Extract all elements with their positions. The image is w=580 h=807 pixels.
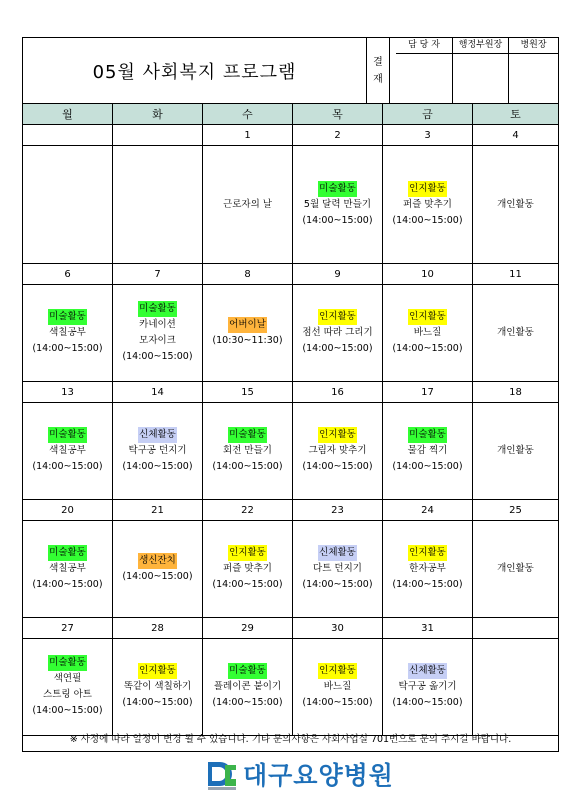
signature-box-deputy-director — [452, 38, 508, 103]
date-number-row — [22, 618, 559, 639]
activity-detail-text: (14:00~15:00) — [302, 214, 373, 226]
activity-detail-text: (14:00~15:00) — [122, 571, 193, 582]
activity-detail-text: (14:00~15:00) — [212, 579, 283, 590]
activity-category-badge: 생신잔치 — [138, 553, 177, 569]
program-row — [22, 521, 559, 618]
day-cell-sat — [473, 521, 559, 618]
activity-category-badge: 미술활동 — [228, 427, 267, 443]
day-cell-fri — [383, 521, 473, 618]
day-cell-thu — [293, 639, 383, 736]
activity-category-badge: 인지활동 — [318, 427, 357, 443]
activity-category-badge: 미술활동 — [408, 427, 447, 443]
day-cell-sat — [473, 146, 559, 264]
activity-detail-text: 탁구공 던지기 — [128, 445, 187, 456]
activity-category-badge: 미술활동 — [48, 545, 87, 561]
activity-detail-text: 그림자 맞추기 — [308, 445, 367, 456]
activity-detail-text: (14:00~15:00) — [212, 461, 283, 472]
activity-detail-text: 다트 던지기 — [313, 563, 362, 574]
date-number-thu: 9 — [293, 264, 383, 285]
date-number-wed: 1 — [203, 125, 293, 146]
day-cell-thu — [293, 146, 383, 264]
activity-category-badge: 인지활동 — [408, 181, 447, 197]
date-number-sat: 18 — [473, 382, 559, 403]
activity-detail-text: 색칠공부 — [49, 445, 86, 456]
activity-detail-text: 개인활동 — [497, 445, 534, 456]
day-cell-thu — [293, 521, 383, 618]
weekday-wed: 수 — [203, 104, 293, 125]
activity-detail-text: 카네이션 — [139, 319, 176, 330]
activity-category-badge: 미술활동 — [48, 309, 87, 325]
date-number-tue — [113, 125, 203, 146]
day-cell-wed — [203, 403, 293, 500]
activity-detail-text: (14:00~15:00) — [392, 214, 463, 226]
activity-detail-text: 한자공부 — [409, 563, 446, 574]
date-number-sat: 11 — [473, 264, 559, 285]
activity-detail-text: 회전 만들기 — [223, 445, 272, 456]
approval-label-top: 결 — [373, 56, 383, 68]
activity-category-badge: 인지활동 — [408, 309, 447, 325]
activity-detail-text: 근로자의 날 — [223, 198, 272, 210]
activity-detail-text: 플레이콘 붙이기 — [213, 681, 282, 692]
day-cell-sat — [473, 285, 559, 382]
activity-category-badge: 신체활동 — [318, 545, 357, 561]
activity-detail-text: (10:30~11:30) — [212, 335, 283, 346]
date-number-thu: 2 — [293, 125, 383, 146]
day-cell-tue — [113, 146, 203, 264]
calendar-weeks — [22, 125, 559, 736]
date-number-mon: 6 — [22, 264, 113, 285]
notice-text: ※ 사정에 따라 일정이 변경 될 수 있습니다. 기타 문의사항은 사회사업실 701번으로 문의 주시길 바랍니다. — [22, 724, 559, 752]
day-cell-mon — [22, 639, 113, 736]
date-number-mon: 13 — [22, 382, 113, 403]
day-cell-fri — [383, 285, 473, 382]
date-number-fri: 3 — [383, 125, 473, 146]
date-number-wed: 29 — [203, 618, 293, 639]
program-row — [22, 146, 559, 264]
day-cell-wed — [203, 639, 293, 736]
date-number-mon — [22, 125, 113, 146]
approval-label — [366, 38, 390, 103]
date-number-thu: 30 — [293, 618, 383, 639]
date-number-row — [22, 125, 559, 146]
activity-detail-text: 색연필 — [53, 673, 82, 684]
signature-role: 담 당 자 — [396, 38, 452, 54]
activity-detail-text: (14:00~15:00) — [392, 343, 463, 354]
activity-detail-text: 색칠공부 — [49, 563, 86, 574]
date-number-mon: 27 — [22, 618, 113, 639]
day-cell-tue — [113, 285, 203, 382]
date-number-wed: 15 — [203, 382, 293, 403]
day-cell-fri — [383, 639, 473, 736]
activity-detail-text: (14:00~15:00) — [302, 461, 373, 472]
activity-detail-text: (14:00~15:00) — [122, 697, 193, 708]
date-number-tue: 21 — [113, 500, 203, 521]
day-cell-mon — [22, 285, 113, 382]
date-number-thu: 16 — [293, 382, 383, 403]
activity-detail-text: (14:00~15:00) — [392, 697, 463, 708]
day-cell-thu — [293, 403, 383, 500]
activity-detail-text: (14:00~15:00) — [392, 461, 463, 472]
activity-detail-text: 퍼즐 맞추기 — [403, 198, 452, 210]
day-cell-mon — [22, 146, 113, 264]
day-cell-mon — [22, 521, 113, 618]
weekday-thu: 목 — [293, 104, 383, 125]
date-number-row — [22, 500, 559, 521]
activity-detail-text: (14:00~15:00) — [302, 343, 373, 354]
program-row — [22, 403, 559, 500]
signature-box-manager — [396, 38, 452, 103]
day-cell-tue — [113, 639, 203, 736]
day-cell-thu — [293, 285, 383, 382]
hospital-logo — [205, 756, 394, 792]
date-number-fri: 24 — [383, 500, 473, 521]
activity-category-badge: 어버이날 — [228, 317, 267, 333]
date-number-sat — [473, 618, 559, 639]
activity-detail-text: 개인활동 — [497, 563, 534, 574]
day-cell-sat — [473, 639, 559, 736]
day-cell-mon — [22, 403, 113, 500]
day-cell-wed — [203, 521, 293, 618]
activity-category-badge: 미술활동 — [48, 655, 87, 671]
date-number-tue: 14 — [113, 382, 203, 403]
day-cell-tue — [113, 521, 203, 618]
date-number-tue: 28 — [113, 618, 203, 639]
activity-detail-text: 개인활동 — [497, 327, 534, 338]
date-number-fri: 31 — [383, 618, 473, 639]
activity-category-badge: 인지활동 — [318, 663, 357, 679]
date-number-wed: 22 — [203, 500, 293, 521]
activity-detail-text: 스트링 아트 — [43, 689, 92, 700]
activity-detail-text: 물감 찍기 — [407, 445, 448, 456]
date-number-fri: 10 — [383, 264, 473, 285]
activity-detail-text: 탁구공 옮기기 — [398, 681, 457, 692]
date-number-row — [22, 264, 559, 285]
day-cell-wed — [203, 146, 293, 264]
activity-detail-text: (14:00~15:00) — [212, 697, 283, 708]
weekday-tue: 화 — [113, 104, 203, 125]
activity-detail-text: (14:00~15:00) — [122, 351, 193, 362]
date-number-sat: 4 — [473, 125, 559, 146]
activity-detail-text: 모자이크 — [139, 335, 176, 346]
approval-label-bottom: 재 — [373, 73, 383, 85]
activity-detail-text: 똑같이 색칠하기 — [123, 681, 192, 692]
activity-category-badge: 신체활동 — [408, 663, 447, 679]
day-cell-tue — [113, 403, 203, 500]
program-row — [22, 639, 559, 736]
day-cell-wed — [203, 285, 293, 382]
activity-detail-text: (14:00~15:00) — [32, 461, 103, 472]
activity-detail-text: 색칠공부 — [49, 327, 86, 338]
weekday-fri: 금 — [383, 104, 473, 125]
day-cell-sat — [473, 403, 559, 500]
activity-detail-text: (14:00~15:00) — [302, 697, 373, 708]
activity-category-badge: 미술활동 — [318, 181, 357, 197]
weekday-sat: 토 — [473, 104, 559, 125]
activity-detail-text: (14:00~15:00) — [32, 705, 103, 716]
signature-role: 행정부원장 — [453, 38, 508, 54]
activity-detail-text: (14:00~15:00) — [32, 343, 103, 354]
activity-detail-text: (14:00~15:00) — [122, 461, 193, 472]
date-number-sat: 25 — [473, 500, 559, 521]
activity-detail-text: (14:00~15:00) — [302, 579, 373, 590]
date-number-thu: 23 — [293, 500, 383, 521]
date-number-row — [22, 382, 559, 403]
activity-category-badge: 미술활동 — [228, 663, 267, 679]
day-cell-fri — [383, 403, 473, 500]
activity-detail-text: 5월 달력 만들기 — [303, 198, 372, 210]
activity-detail-text: 퍼즐 맞추기 — [223, 563, 272, 574]
hospital-logo-icon — [205, 757, 239, 791]
activity-detail-text: 바느질 — [323, 681, 352, 692]
signature-box-director — [508, 38, 558, 103]
weekday-mon: 월 — [22, 104, 113, 125]
date-number-fri: 17 — [383, 382, 473, 403]
activity-category-badge: 인지활동 — [318, 309, 357, 325]
date-number-mon: 20 — [22, 500, 113, 521]
hospital-logo-text: 대구요양병원 — [243, 761, 394, 790]
document-header — [22, 37, 559, 104]
activity-category-badge: 미술활동 — [138, 301, 177, 317]
day-cell-fri — [383, 146, 473, 264]
activity-detail-text: 점선 따라 그리기 — [302, 327, 373, 338]
date-number-tue: 7 — [113, 264, 203, 285]
activity-detail-text: (14:00~15:00) — [392, 579, 463, 590]
activity-category-badge: 인지활동 — [408, 545, 447, 561]
activity-category-badge: 인지활동 — [228, 545, 267, 561]
program-row — [22, 285, 559, 382]
weekday-header-row — [22, 104, 559, 125]
signature-role: 병원장 — [509, 38, 558, 54]
activity-category-badge: 미술활동 — [48, 427, 87, 443]
program-calendar — [22, 104, 559, 736]
page-title: 05월 사회복지 프로그램 — [92, 61, 297, 83]
activity-detail-text: (14:00~15:00) — [32, 579, 103, 590]
activity-detail-text: 바느질 — [413, 327, 442, 338]
activity-category-badge: 인지활동 — [138, 663, 177, 679]
activity-detail-text: 개인활동 — [497, 198, 534, 210]
activity-category-badge: 신체활동 — [138, 427, 177, 443]
date-number-wed: 8 — [203, 264, 293, 285]
